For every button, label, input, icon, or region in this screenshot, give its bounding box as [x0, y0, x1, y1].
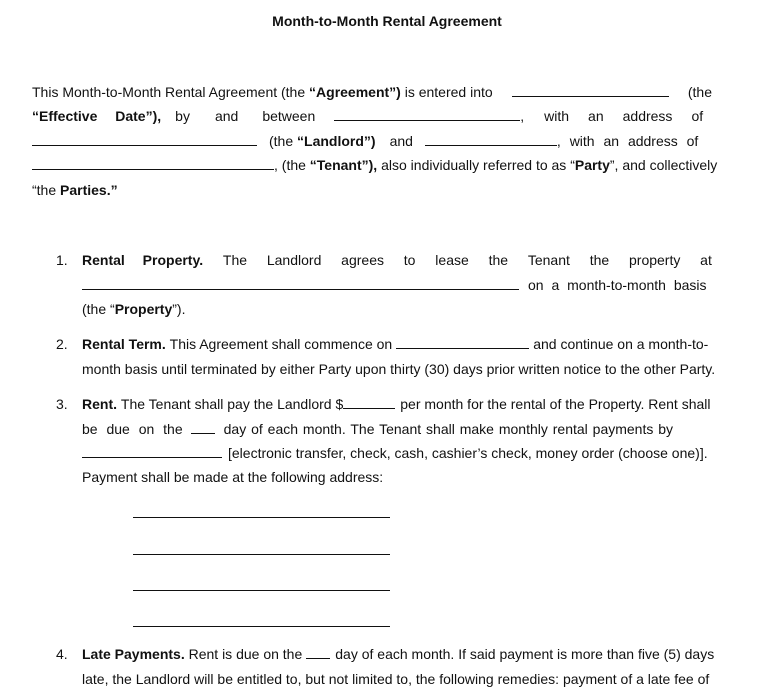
payment-address-line-2[interactable] [133, 554, 390, 555]
intro-text: and [389, 133, 413, 149]
intro-text: with [544, 108, 570, 124]
section-number: 3. [56, 396, 68, 412]
rent-day-blank[interactable] [191, 418, 215, 434]
section-1-line-1 [82, 248, 712, 272]
intro-text: an [588, 108, 604, 124]
intro-text: This Month-to-Month Rental Agreement (the [32, 84, 306, 100]
intro-line-4 [32, 153, 722, 177]
s4-text: late, the Landlord will be entitled to, but not limited to, the following remedies: payment of a late fee of [82, 671, 710, 687]
s1-text: Property [114, 301, 173, 317]
s1-word: lease [435, 252, 469, 268]
section-4-line-1 [82, 642, 722, 666]
intro-text: by [175, 108, 190, 124]
intro-line-1 [32, 80, 712, 104]
payment-address-line-4[interactable] [133, 626, 390, 627]
s1-word: property [629, 252, 681, 268]
intro-text: “Landlord”) [297, 133, 376, 149]
payment-method-blank[interactable] [82, 442, 222, 458]
s1-text: (the “ [82, 301, 115, 317]
s2-text: month basis until terminated by either Party upon thirty (30) days prior written notice to the other Party. [82, 361, 716, 377]
section-3-line-4 [82, 465, 383, 489]
intro-text: is entered into [404, 84, 493, 100]
section-1-line-3 [82, 297, 185, 321]
intro-text: address [622, 108, 673, 124]
s3-text: day of each month. The Tenant shall make monthly rental payments by [223, 421, 674, 437]
section-number: 1. [56, 252, 68, 268]
s1-word: The [222, 252, 248, 268]
s1-word: the [488, 252, 509, 268]
section-heading: Late Payments. [82, 646, 185, 662]
section-3-line-1 [82, 392, 722, 416]
intro-text: “Effective Date”), [32, 108, 162, 124]
s1-word: Tenant [527, 252, 570, 268]
s3-text: per month for the rental of the Property. Rent shall [400, 396, 711, 412]
section-number: 4. [56, 646, 68, 662]
intro-text: ”, and collectively [609, 157, 718, 173]
section-heading: Rent. [82, 396, 117, 412]
effective-date-blank[interactable] [512, 81, 669, 97]
s1-word: Landlord [266, 252, 322, 268]
s2-text: and continue on a month-to- [533, 336, 709, 352]
s1-text: ”). [172, 301, 186, 317]
intro-text: “Tenant”), [309, 157, 378, 173]
s3-text: be due on the [82, 421, 183, 437]
s3-text: The Tenant shall pay the Landlord $ [120, 396, 344, 412]
section-3-line-2 [82, 417, 722, 441]
intro-text: “the [32, 182, 57, 198]
s2-text: This Agreement shall commence on [169, 336, 393, 352]
rent-amount-blank[interactable] [343, 393, 395, 409]
section-3-line-3 [82, 441, 722, 465]
intro-text: and [214, 108, 239, 124]
s4-text: day of each month. If said payment is more than five (5) days [335, 646, 715, 662]
s3-text: Payment shall be made at the following address: [82, 469, 384, 485]
intro-text: (the [687, 84, 712, 100]
intro-text: Parties.” [60, 182, 118, 198]
s1-word: agrees [341, 252, 384, 268]
tenant-name-blank[interactable] [425, 130, 557, 146]
payment-address-line-3[interactable] [133, 590, 390, 591]
intro-text: (the [269, 133, 294, 149]
intro-text: , [520, 108, 525, 124]
section-2-line-2 [82, 357, 715, 381]
intro-text: , with an address of [556, 133, 699, 149]
late-day-blank[interactable] [306, 643, 330, 659]
landlord-name-blank[interactable] [334, 105, 520, 121]
section-heading: Rental Term. [82, 336, 166, 352]
payment-address-line-1[interactable] [133, 517, 390, 518]
section-4-line-2 [82, 667, 709, 691]
s3-text: [electronic transfer, check, cash, cashier’s check, money order (choose one)]. [228, 445, 708, 461]
section-number: 2. [56, 336, 68, 352]
intro-line-5 [32, 178, 118, 202]
intro-line-2 [32, 104, 712, 128]
section-2-line-1 [82, 332, 722, 356]
intro-text: of [691, 108, 704, 124]
section-heading: Rental Property. [82, 252, 204, 268]
document-title: Month-to-Month Rental Agreement [272, 13, 502, 29]
commence-date-blank[interactable] [396, 333, 529, 349]
s1-word: at [700, 252, 712, 268]
intro-line-3 [32, 129, 712, 153]
property-address-blank[interactable] [82, 274, 519, 290]
s1-word: the [589, 252, 610, 268]
section-1-line-2 [82, 273, 712, 297]
intro-text: also individually referred to as “ [381, 157, 575, 173]
landlord-address-blank[interactable] [32, 130, 257, 146]
intro-text: , (the [274, 157, 306, 173]
s4-text: Rent is due on the [188, 646, 303, 662]
intro-text: Party [574, 157, 610, 173]
s1-word: to [403, 252, 416, 268]
intro-text: between [262, 108, 316, 124]
tenant-address-blank[interactable] [32, 154, 274, 170]
intro-text: “Agreement”) [309, 84, 401, 100]
s1-text: on a month-to-month basis [528, 277, 707, 293]
